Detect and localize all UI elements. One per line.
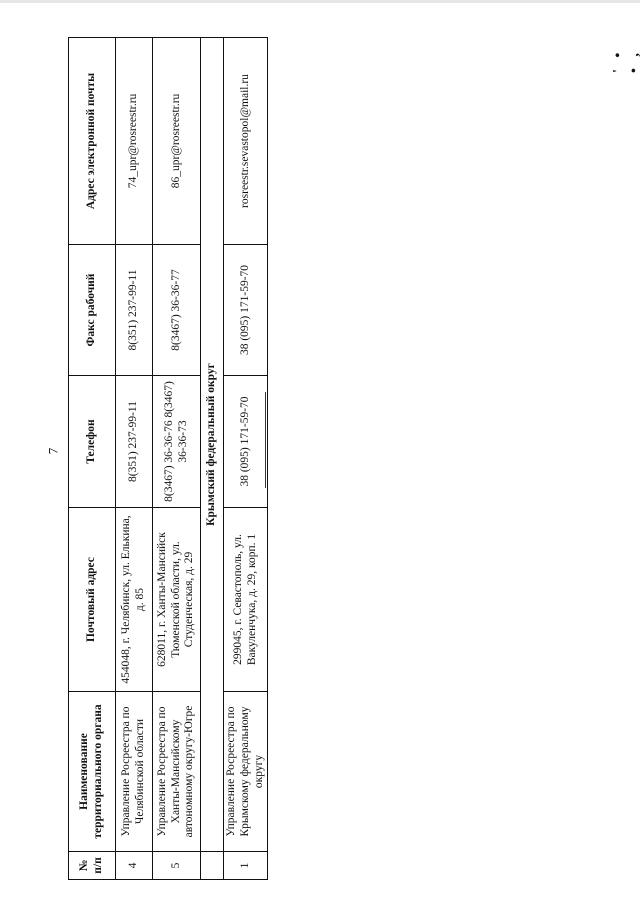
cell-address: 299045, г. Севастополь, ул. Вакуленчука, д. 29, корп. 1 [224, 508, 268, 692]
cell-num: 5 [153, 852, 201, 880]
table-row [116, 38, 153, 880]
header-email: Адрес электронной почты [69, 38, 116, 245]
cell-email: 74_upr@rosreestr.ru [116, 38, 153, 245]
cell-fax: 8(351) 237-99-11 [116, 245, 153, 376]
section-title: Крымский федеральный округ [201, 38, 224, 852]
scan-edge-line [0, 0, 640, 3]
cell-address: 454048, г. Челябинск, ул. Елькина, д. 85 [116, 508, 153, 692]
table-row [153, 38, 201, 880]
cell-email: rosreestr.sevastopol@mail.ru [224, 38, 268, 245]
cell-name: Управление Росреестра по Ханты-Мансийскому автономному округу-Югре [153, 692, 201, 852]
cell-phone: 8(351) 237-99-11 [116, 376, 153, 508]
page-number: 7 [45, 447, 61, 455]
section-spacer [201, 852, 224, 880]
cell-name: Управление Росреестра по Челябинской области [116, 692, 153, 852]
cell-num: 4 [116, 852, 153, 880]
header-phone: Телефон [69, 376, 116, 508]
table-row [224, 38, 268, 880]
cell-email: 86_upr@rosreestr.ru [153, 38, 201, 245]
cell-address: 628011, г. Ханты-Мансийск Тюменской области, ул. Студенческая, д. 29 [153, 508, 201, 692]
corner-marks: ' • • , [611, 48, 642, 73]
table-header-row [69, 38, 116, 880]
cell-name: Управление Росреестра по Крымскому федеральному округу [224, 692, 268, 852]
territorial-offices-table [68, 37, 268, 880]
header-name: Наименование территориального органа [69, 692, 116, 852]
cell-num: 1 [224, 852, 268, 880]
section-row [201, 38, 224, 880]
header-num: № п/п [69, 852, 116, 880]
cell-fax: 38 (095) 171-59-70 [224, 245, 268, 376]
header-fax: Факс рабочий [69, 245, 116, 376]
rotated-table-container [68, 38, 265, 880]
cell-fax: 8(3467) 36-36-77 [153, 245, 201, 376]
cell-phone: 8(3467) 36-36-76 8(3467) 36-36-73 [153, 376, 201, 508]
cell-phone: 38 (095) 171-59-70 [224, 376, 268, 508]
header-address: Почтовый адрес [69, 508, 116, 692]
